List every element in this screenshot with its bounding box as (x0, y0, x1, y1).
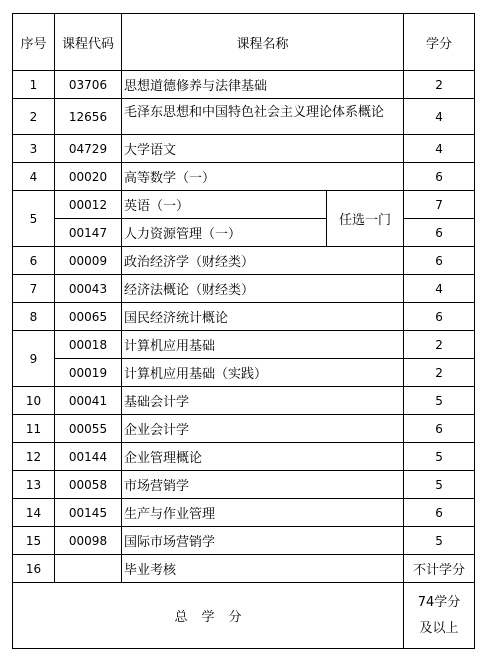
table-row (13, 331, 475, 359)
code-cell: 00145 (55, 499, 122, 527)
credit-cell: 5 (404, 387, 475, 415)
code-cell: 00012 (55, 191, 122, 219)
course-table (12, 13, 475, 649)
name-cell: 市场营销学 (122, 471, 404, 499)
name-cell: 生产与作业管理 (122, 499, 404, 527)
credit-cell: 4 (404, 99, 475, 135)
table-row (13, 471, 475, 499)
credit-cell: 6 (404, 415, 475, 443)
seq-cell: 4 (13, 163, 55, 191)
seq-cell: 9 (13, 331, 55, 387)
total-value-line2: 及以上 (419, 620, 459, 636)
credit-cell: 6 (404, 499, 475, 527)
code-cell: 00144 (55, 443, 122, 471)
credit-cell: 5 (404, 443, 475, 471)
table-row (13, 303, 475, 331)
table-row (13, 527, 475, 555)
credit-cell: 4 (404, 135, 475, 163)
code-cell: 00098 (55, 527, 122, 555)
seq-cell: 11 (13, 415, 55, 443)
table-row (13, 415, 475, 443)
name-cell: 高等数学（一） (122, 163, 404, 191)
table-row (13, 499, 475, 527)
code-cell: 00065 (55, 303, 122, 331)
table-row (13, 135, 475, 163)
name-cell: 企业会计学 (122, 415, 404, 443)
code-cell: 04729 (55, 135, 122, 163)
header-code: 课程代码 (55, 14, 122, 71)
table-row (13, 219, 475, 247)
name-cell: 国民经济统计概论 (122, 303, 404, 331)
header-credit: 学分 (404, 14, 475, 71)
seq-cell: 7 (13, 275, 55, 303)
name-cell: 毛泽东思想和中国特色社会主义理论体系概论 (122, 99, 404, 135)
seq-cell: 10 (13, 387, 55, 415)
table-row (13, 387, 475, 415)
seq-cell: 3 (13, 135, 55, 163)
name-cell: 人力资源管理（一） (122, 219, 327, 247)
credit-cell: 6 (404, 303, 475, 331)
credit-cell: 2 (404, 71, 475, 99)
seq-cell: 5 (13, 191, 55, 247)
table-row (13, 71, 475, 99)
name-cell: 政治经济学（财经类） (122, 247, 404, 275)
credit-cell: 7 (404, 191, 475, 219)
name-cell: 企业管理概论 (122, 443, 404, 471)
code-cell: 00043 (55, 275, 122, 303)
seq-cell: 2 (13, 99, 55, 135)
total-value-line1: 74学分 (417, 594, 461, 610)
code-cell: 00058 (55, 471, 122, 499)
code-cell: 00018 (55, 331, 122, 359)
table-row (13, 191, 475, 219)
seq-cell: 16 (13, 555, 55, 583)
credit-cell: 不计学分 (404, 555, 475, 583)
table-row (13, 555, 475, 583)
credit-cell: 5 (404, 471, 475, 499)
seq-cell: 6 (13, 247, 55, 275)
code-cell (55, 555, 122, 583)
header-seq: 序号 (13, 14, 55, 71)
code-cell: 12656 (55, 99, 122, 135)
seq-cell: 14 (13, 499, 55, 527)
credit-cell: 2 (404, 331, 475, 359)
code-cell: 00147 (55, 219, 122, 247)
seq-cell: 13 (13, 471, 55, 499)
name-cell: 毕业考核 (122, 555, 404, 583)
name-cell: 思想道德修养与法律基础 (122, 71, 404, 99)
name-cell: 经济法概论（财经类） (122, 275, 404, 303)
seq-cell: 1 (13, 71, 55, 99)
code-cell: 00019 (55, 359, 122, 387)
table-row (13, 247, 475, 275)
header-name: 课程名称 (122, 14, 404, 71)
credit-cell: 6 (404, 219, 475, 247)
code-cell: 00020 (55, 163, 122, 191)
credit-cell: 4 (404, 275, 475, 303)
seq-cell: 15 (13, 527, 55, 555)
table-row (13, 359, 475, 387)
code-cell: 00041 (55, 387, 122, 415)
table-row (13, 99, 475, 135)
code-cell: 00009 (55, 247, 122, 275)
total-value (404, 583, 475, 649)
name-cell: 计算机应用基础（实践） (122, 359, 404, 387)
total-label: 总学分 (13, 583, 404, 649)
table-row (13, 443, 475, 471)
name-cell: 大学语文 (122, 135, 404, 163)
credit-cell: 2 (404, 359, 475, 387)
credit-cell: 6 (404, 247, 475, 275)
table-row (13, 163, 475, 191)
total-row (13, 583, 475, 649)
seq-cell: 8 (13, 303, 55, 331)
header-row (13, 14, 475, 71)
seq-cell: 12 (13, 443, 55, 471)
name-cell: 英语（一） (122, 191, 327, 219)
code-cell: 00055 (55, 415, 122, 443)
code-cell: 03706 (55, 71, 122, 99)
name-cell: 基础会计学 (122, 387, 404, 415)
credit-cell: 6 (404, 163, 475, 191)
elective-note: 任选一门 (327, 191, 404, 247)
credit-cell: 5 (404, 527, 475, 555)
name-cell: 国际市场营销学 (122, 527, 404, 555)
table-row (13, 275, 475, 303)
name-cell: 计算机应用基础 (122, 331, 404, 359)
